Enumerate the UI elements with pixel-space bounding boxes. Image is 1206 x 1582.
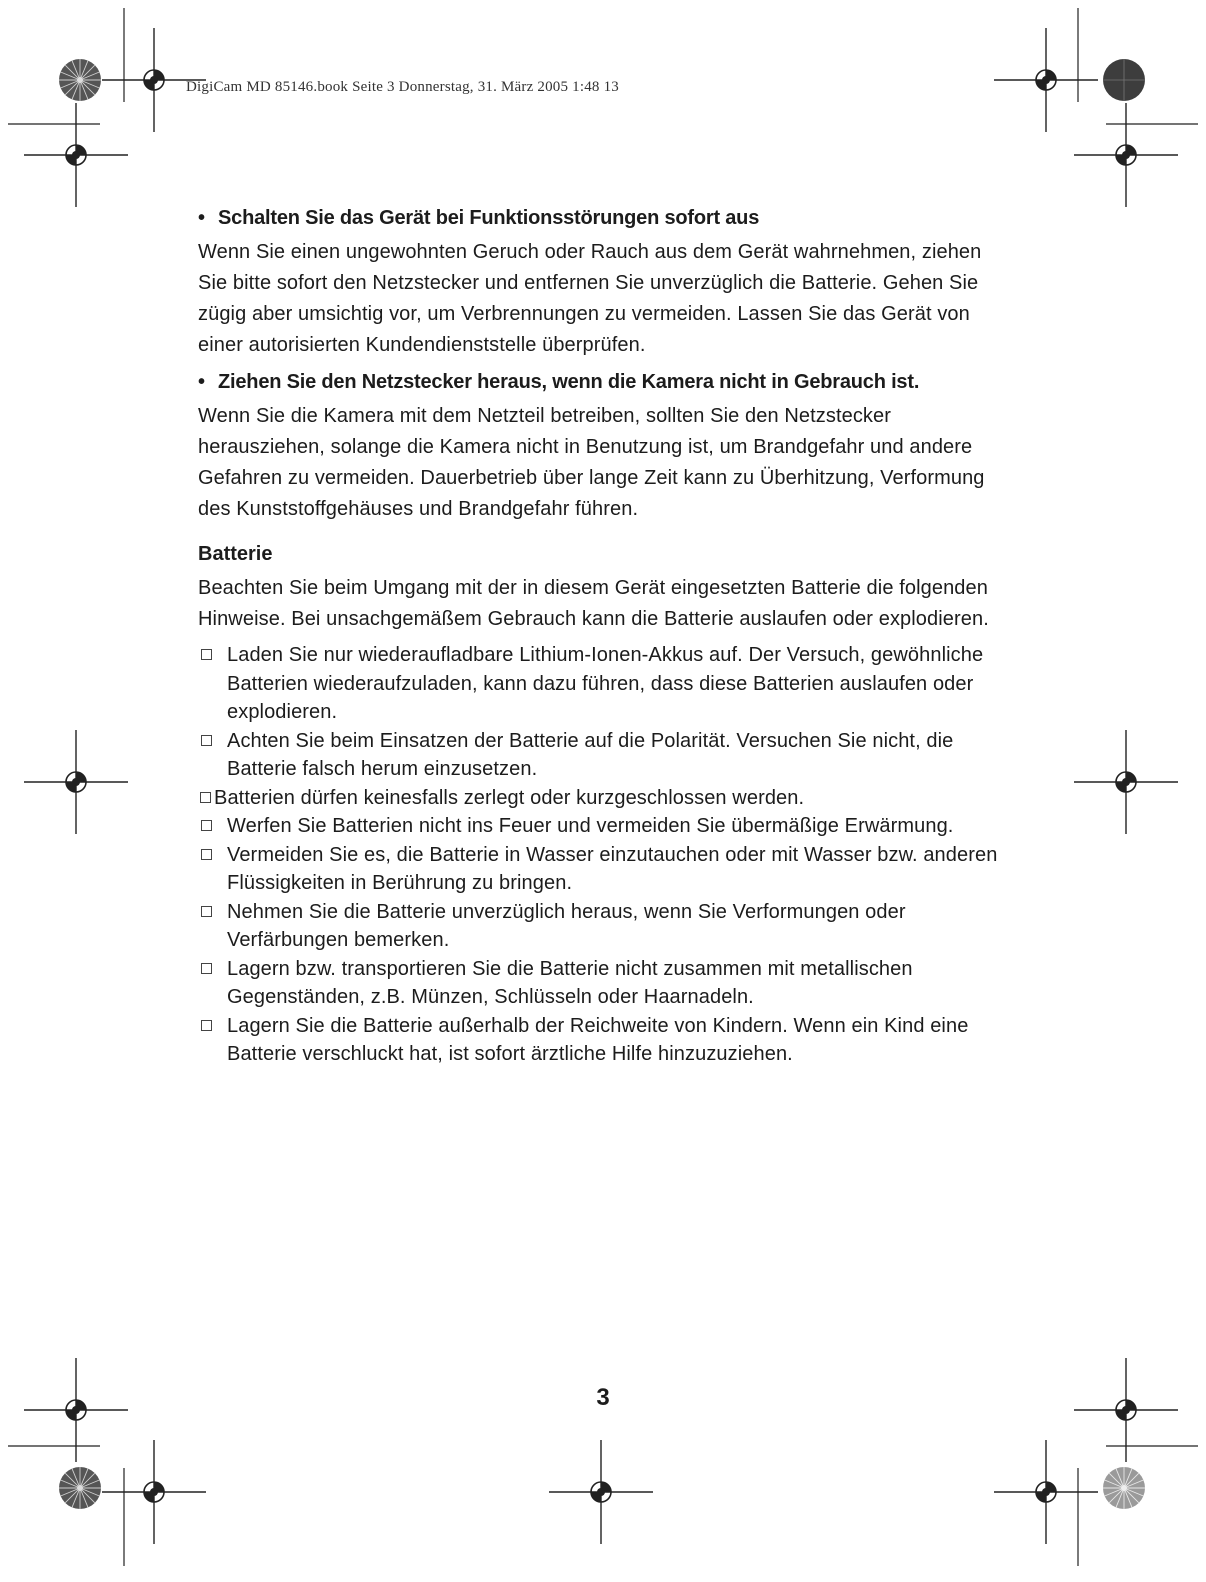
checkbox-square-icon — [201, 649, 212, 660]
checkbox-square-icon — [201, 1020, 212, 1031]
print-color-target-icon — [59, 1467, 101, 1509]
checkbox-square-icon — [200, 792, 211, 803]
battery-section-title: Batterie — [198, 543, 273, 565]
checkbox-square-icon — [201, 906, 212, 917]
section-heading-text: Ziehen Sie den Netzstecker heraus, wenn die Kamera nicht in Gebrauch ist. — [218, 371, 920, 393]
checkbox-square-icon — [201, 849, 212, 860]
registration-crosshair-icon — [24, 103, 128, 207]
section-heading — [198, 367, 1008, 397]
book-file-header: DigiCam MD 85146.book Seite 3 Donnerstag, 31. März 2005 1:48 13 — [186, 79, 619, 95]
section-heading — [198, 203, 1008, 233]
checkbox-square-icon — [201, 820, 212, 831]
print-color-target-icon — [1103, 1467, 1145, 1509]
registration-crosshair-icon — [549, 1440, 653, 1544]
list-item: Vermeiden Sie es, die Batterie in Wasser einzutauchen oder mit Wasser bzw. anderen Flüssigkeiten in Berührung zu bringen. — [198, 841, 1008, 898]
list-item: Achten Sie beim Einsatzen der Batterie auf die Polarität. Versuchen Sie nicht, die Batterie falsch herum einzusetzen. — [198, 727, 1008, 784]
bullet-icon: • — [198, 371, 205, 393]
list-item: Nehmen Sie die Batterie unverzüglich heraus, wenn Sie Verformungen oder Verfärbungen bemerken. — [198, 898, 1008, 955]
page-content — [198, 203, 1008, 1069]
battery-warning-list — [198, 641, 1008, 1069]
registration-crosshair-icon — [1074, 730, 1178, 834]
list-item: Lagern Sie die Batterie außerhalb der Reichweite von Kindern. Wenn ein Kind eine Batterie verschluckt hat, ist sofort ärztliche Hilfe hinzuzuziehen. — [198, 1012, 1008, 1069]
list-item: Batterien dürfen keinesfalls zerlegt oder kurzgeschlossen werden. — [198, 784, 1008, 813]
checkbox-square-icon — [201, 963, 212, 974]
bullet-icon: • — [198, 207, 205, 229]
print-color-target-icon — [1103, 59, 1145, 101]
registration-crosshair-icon — [994, 28, 1098, 132]
list-item: Laden Sie nur wiederaufladbare Lithium-Ionen-Akkus auf. Der Versuch, gewöhnliche Batterien wiederaufzuladen, kann dazu führen, dass diese Batterien auslaufen oder explodieren. — [198, 641, 1008, 727]
registration-crosshair-icon — [24, 730, 128, 834]
checkbox-square-icon — [201, 735, 212, 746]
section-body: Wenn Sie die Kamera mit dem Netzteil betreiben, sollten Sie den Netzstecker herausziehen, solange die Kamera nicht in Benutzung ist, um Brandgefahr und andere Gefahren zu vermeiden. Dauerbetrieb über lange Zeit kann zu Überhitzung, Verformung des Kunststoffgehäuses und Brandgefahr führen. — [198, 405, 985, 520]
registration-crosshair-icon — [102, 1440, 206, 1544]
page-number: 3 — [596, 1384, 610, 1411]
section-body: Wenn Sie einen ungewohnten Geruch oder Rauch aus dem Gerät wahrnehmen, ziehen Sie bitte sofort den Netzstecker und entfernen Sie unverzüglich die Batterie. Gehen Sie zügig aber umsichtig vor, um Verbrennungen zu vermeiden. Lassen Sie das Gerät von einer autorisierten Kundendienststelle überprüfen. — [198, 241, 982, 356]
list-item: Werfen Sie Batterien nicht ins Feuer und vermeiden Sie übermäßige Erwärmung. — [198, 812, 1008, 841]
print-color-target-icon — [59, 59, 101, 101]
section-heading-text: Schalten Sie das Gerät bei Funktionsstörungen sofort aus — [218, 207, 760, 229]
battery-intro: Beachten Sie beim Umgang mit der in diesem Gerät eingesetzten Batterie die folgenden Hinweise. Bei unsachgemäßem Gebrauch kann die Batterie auslaufen oder explodieren. — [198, 577, 989, 630]
registration-crosshair-icon — [1074, 103, 1178, 207]
list-item: Lagern bzw. transportieren Sie die Batterie nicht zusammen mit metallischen Gegenständen, z.B. Münzen, Schlüsseln oder Haarnadeln. — [198, 955, 1008, 1012]
registration-crosshair-icon — [994, 1440, 1098, 1544]
